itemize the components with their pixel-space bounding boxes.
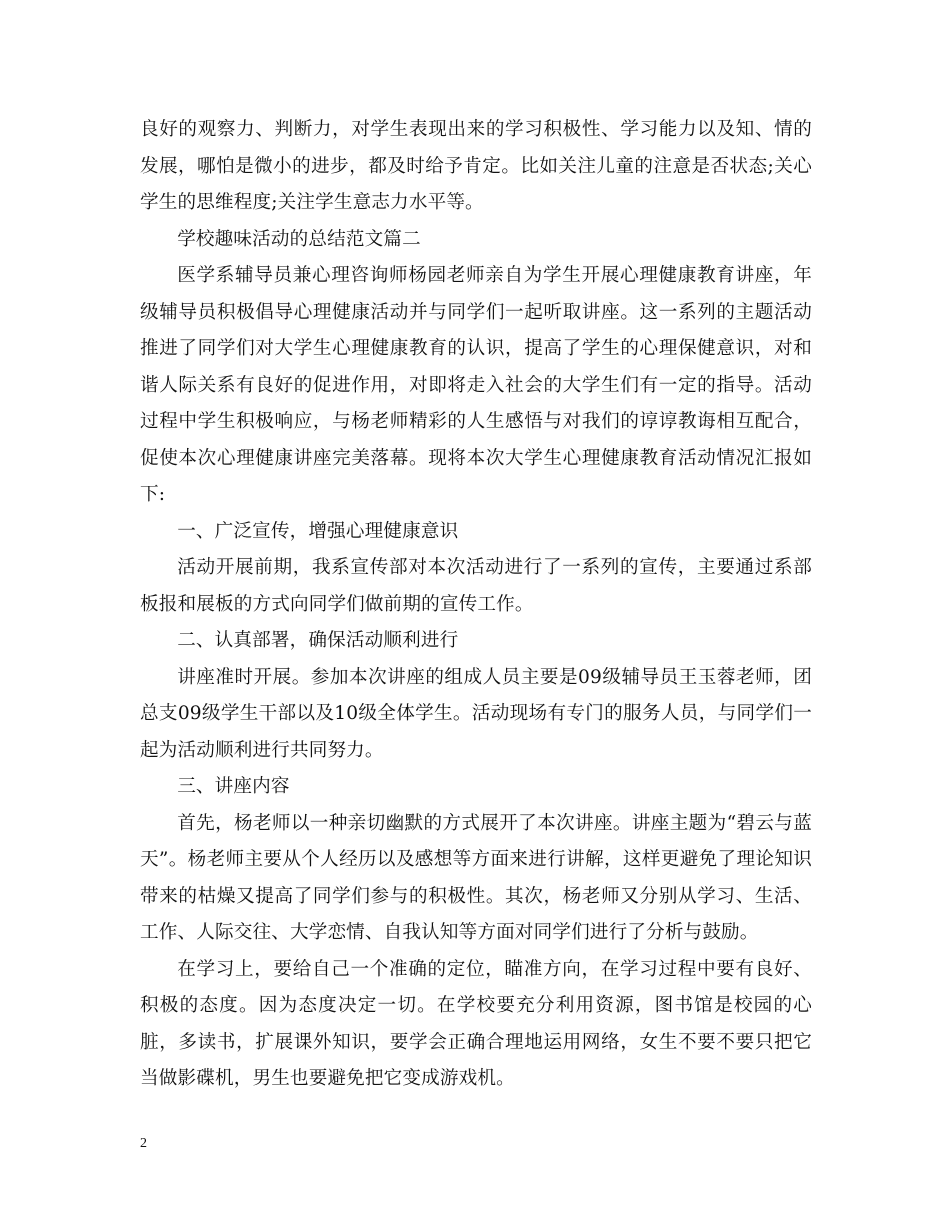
paragraph: 首先，杨老师以一种亲切幽默的方式展开了本次讲座。讲座主题为“碧云与蓝天”。杨老师主要从个人经历以及感想等方面来进行讲解，这样更避免了理论知识带来的枯燥又提高了同学们参与的积极性。其次，杨老师又分别从学习、生活、工作、人际交往、大学恋情、自我认知等方面对同学们进行了分析与鼓励。 [140, 812, 812, 943]
paragraph: 活动开展前期，我系宣传部对本次活动进行了一系列的宣传，主要通过系部板报和展板的方式向同学们做前期的宣传工作。 [140, 557, 812, 615]
paragraph: 在学习上，要给自己一个准确的定位，瞄准方向，在学习过程中要有良好、积极的态度。因为态度决定一切。在学校要充分利用资源，图书馆是校园的心脏，多读书，扩展课外知识，要学会正确合理地运用网络，女生不要不要只把它当做影碟机，男生也要避免把它变成游戏机。 [140, 958, 812, 1089]
heading-2: 二、认真部署，确保活动顺利进行 [177, 630, 459, 651]
heading-1: 一、广泛宣传，增强心理健康意识 [177, 520, 459, 542]
heading-3: 三、讲座内容 [177, 776, 290, 797]
paragraph: 讲座准时开展。参加本次讲座的组成人员主要是09级辅导员王玉蓉老师，团总支09级学生干部以及10级全体学生。活动现场有专门的服务人员，与同学们一起为活动顺利进行共同努力。 [140, 666, 812, 761]
paragraph: 医学系辅导员兼心理咨询师杨园老师亲自为学生开展心理健康教育讲座，年级辅导员积极倡导心理健康活动并与同学们一起听取讲座。这一系列的主题活动推进了同学们对大学生心理健康教育的认识，提高了学生的心理保健意识，对和谐人际关系有良好的促进作用，对即将走入社会的大学生们有一定的指导。活动过程中学生积极响应，与杨老师精彩的人生感悟与对我们的谆谆教诲相互配合，促使本次心理健康讲座完美落幕。现将本次大学生心理健康教育活动情况汇报如下: [140, 265, 812, 505]
page-number: 2 [140, 1136, 147, 1151]
section-title: 学校趣味活动的总结范文篇二 [177, 228, 421, 250]
body-text [140, 112, 812, 1098]
paragraph-continuation: 良好的观察力、判断力，对学生表现出来的学习积极性、学习能力以及知、情的发展，哪怕是微小的进步，都及时给予肯定。比如关注儿童的注意是否状态;关心学生的思维程度;关注学生意志力水平等。 [140, 119, 812, 213]
